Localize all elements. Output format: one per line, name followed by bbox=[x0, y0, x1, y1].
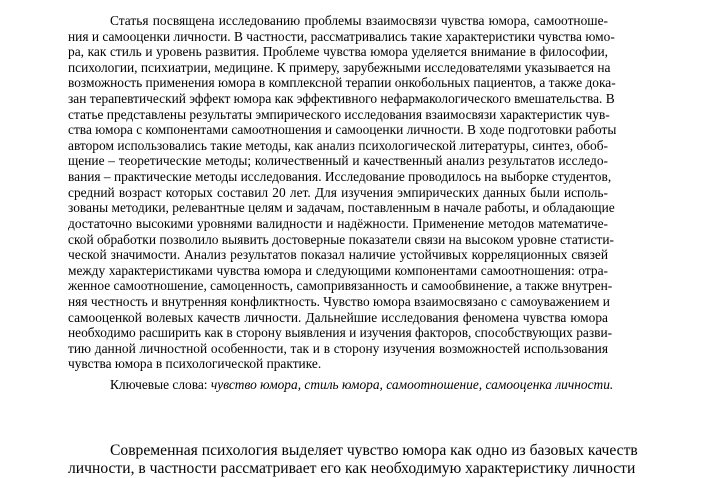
abstract-line: ства юмора с компонентами самоотношения и самооценки личности. В ходе подготовки работы bbox=[68, 122, 617, 138]
body-line: личности, в частности рассматривает его как необходимую характеристику личности bbox=[68, 460, 636, 477]
keywords-values: чувство юмора, стиль юмора, самоотношение, самооценка личности. bbox=[210, 377, 614, 392]
abstract-line: автором использовались такие методы, как анализ психологической литературы, синтез, обоб- bbox=[68, 137, 608, 153]
abstract-line: женное самоотношение, самоценность, самопривязанность и самообвинение, а также внутрен- bbox=[68, 278, 613, 294]
abstract-paragraph bbox=[68, 13, 617, 372]
abstract-line: достаточно высокими уровнями валидности и надёжности. Применение методов математиче- bbox=[68, 215, 608, 231]
keywords bbox=[110, 377, 613, 393]
abstract-line: необходимо расширить как в сторону выявления и изучения факторов, способствующих разви- bbox=[68, 325, 613, 341]
abstract-line: няя честность и внутренняя конфликтность. Чувство юмора взаимосвязано с самоуважением и bbox=[68, 293, 610, 309]
abstract-line: самооценкой волевых качеств личности. Дальнейшие исследования феномена чувства юмора bbox=[68, 309, 608, 325]
abstract-line: тию данной личностной особенности, так и в сторону изучения возможностей использования bbox=[68, 340, 608, 356]
abstract-line: средний возраст которых составил 20 лет. Для изучения эмпирических данных были исполь- bbox=[68, 184, 608, 200]
abstract-line: ния и самооценки личности. В частности, рассматривались такие характеристики чувства юмо- bbox=[68, 28, 615, 44]
body-line: Современная психология выделяет чувство юмора как одно из базовых качеств bbox=[110, 442, 638, 459]
abstract-line: между характеристиками чувства юмора и следующими компонентами самоотношения: отра- bbox=[68, 262, 608, 278]
abstract-line: вания – практические методы исследования. Исследование проводилось на выборке студентов, bbox=[68, 169, 612, 185]
abstract-line: ческой значимости. Анализ результатов показал наличие устойчивых корреляционных связей bbox=[68, 247, 608, 263]
abstract-line: Статья посвящена исследованию проблемы взаимосвязи чувства юмора, самоотноше- bbox=[110, 13, 608, 28]
abstract-line: чувства юмора в психологической практике. bbox=[68, 356, 322, 372]
abstract-line: психологии, психиатрии, медицине. К примеру, зарубежными исследователями указывается на bbox=[68, 59, 611, 75]
abstract-line: щение – теоретические методы; количественный и качественный анализ результатов исследо- bbox=[68, 153, 608, 169]
abstract-line: ра, как стиль и уровень развития. Проблеме чувства юмора уделяется внимание в философии, bbox=[68, 44, 608, 60]
abstract-line: зан терапевтический эффект юмора как эффективного нефармакологического вмешательства. В bbox=[68, 91, 615, 107]
body-paragraph bbox=[68, 442, 638, 478]
abstract-line: зованы методики, релевантные целям и задачам, поставленным в начале работы, и обладающие bbox=[68, 200, 615, 216]
keywords-label: Ключевые слова: bbox=[110, 377, 211, 392]
abstract-line: возможность применения юмора в комплексной терапии онкобольных пациентов, а также дока- bbox=[68, 75, 616, 91]
abstract-line: статье представлены результаты эмпирического исследования взаимосвязи характеристик чув- bbox=[68, 106, 610, 122]
abstract-line: ской обработки позволило выявить достоверные показатели связи на высоком уровне статисти- bbox=[68, 231, 614, 247]
